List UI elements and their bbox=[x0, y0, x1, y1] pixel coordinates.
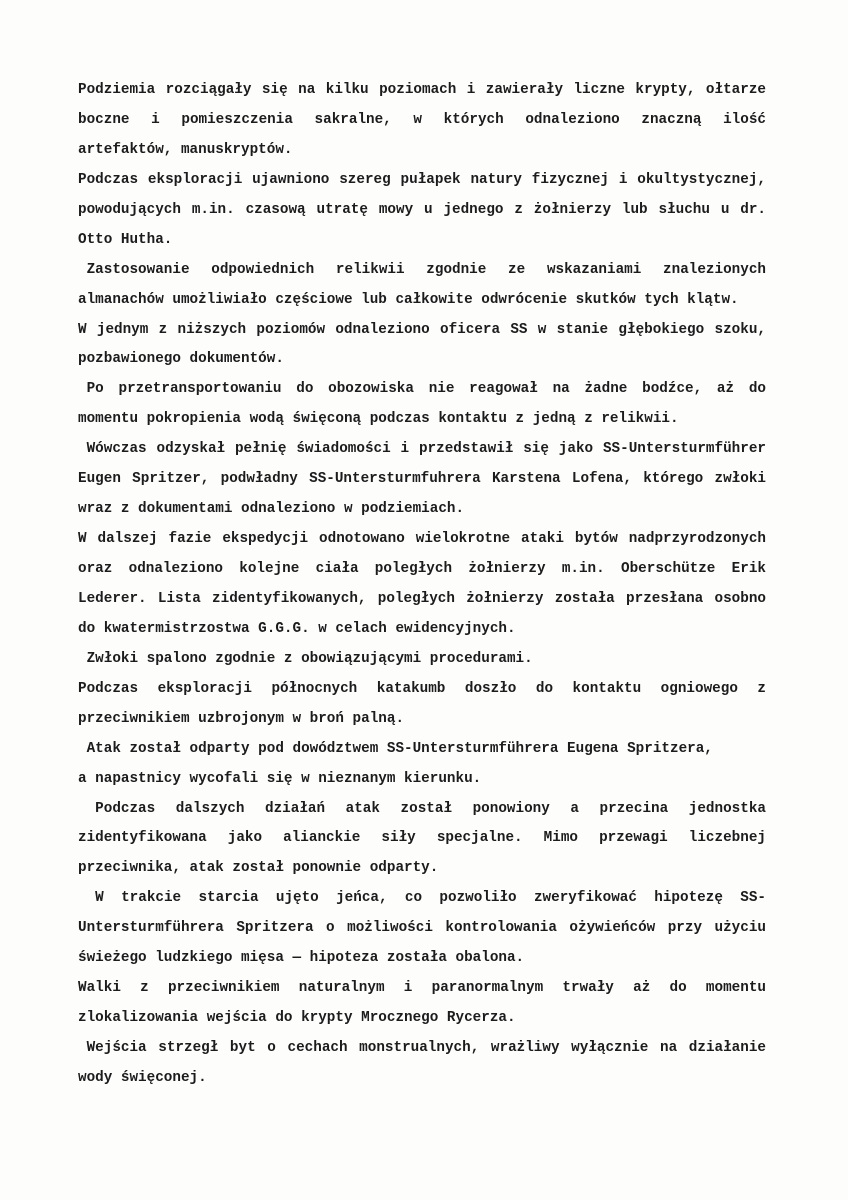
text-line: W trakcie starcia ujęto jeńca, co pozwoliło zweryfikować hipotezę SS- bbox=[95, 890, 766, 907]
text-line: Podczas eksploracji ujawniono szereg pułapek natury fizycznej i okultystycznej, bbox=[78, 171, 766, 188]
text-line: Walki z przeciwnikiem naturalnym i paranormalnym trwały aż do momentu bbox=[78, 980, 766, 997]
text-line: przeciwnikiem uzbrojonym w broń palną. bbox=[78, 710, 405, 727]
text-line: momentu pokropienia wodą święconą podczas kontaktu z jedną z relikwii. bbox=[78, 411, 679, 428]
text-line: W jednym z niższych poziomów odnaleziono oficera SS w stanie głębokiego szoku, bbox=[78, 321, 766, 338]
text-line: wody święconej. bbox=[78, 1069, 207, 1086]
text-line: artefaktów, manuskryptów. bbox=[78, 141, 293, 158]
text-line: wraz z dokumentami odnaleziono w podziemiach. bbox=[78, 501, 465, 518]
text-line: W dalszej fazie ekspedycji odnotowano wielokrotne ataki bytów nadprzyrodzonych bbox=[78, 531, 766, 548]
text-line: a napastnicy wycofali się w nieznanym kierunku. bbox=[78, 770, 482, 787]
text-line: przeciwnika, atak został ponownie odparty. bbox=[78, 860, 439, 877]
text-line: Podziemia rozciągały się na kilku poziomach i zawierały liczne krypty, ołtarze bbox=[78, 82, 766, 98]
text-line: Atak został odparty pod dowództwem SS-Untersturmführera Eugena Spritzera, bbox=[86, 740, 713, 757]
text-line: powodujących m.in. czasową utratę mowy u jednego z żołnierzy lub słuchu u dr. bbox=[78, 201, 766, 218]
text-line: boczne i pomieszczenia sakralne, w których odnaleziono znaczną ilość bbox=[78, 111, 766, 128]
text-line: almanachów umożliwiało częściowe lub całkowite odwrócenie skutków tych klątw. bbox=[78, 291, 739, 308]
text-line: Lederer. Lista zidentyfikowanych, poległych żołnierzy została przesłana osobno bbox=[78, 590, 766, 607]
text-line: Po przetransportowaniu do obozowiska nie reagował na żadne bodźce, aż do bbox=[86, 381, 766, 398]
text-line: Wejścia strzegł byt o cechach monstrualnych, wrażliwy wyłącznie na działanie bbox=[86, 1040, 766, 1056]
text-line: Eugen Spritzer, podwładny SS-Untersturmfuhrera Karstena Lofena, którego zwłoki bbox=[78, 471, 766, 488]
text-line: Otto Hutha. bbox=[78, 231, 173, 248]
text-line: Untersturmführera Spritzera o możliwości kontrolowania ożywieńców przy użyciu bbox=[78, 920, 766, 937]
text-line: zidentyfikowana jako alianckie siły specjalne. Mimo przewagi liczebnej bbox=[78, 830, 766, 847]
text-line: Podczas dalszych działań atak został ponowiony a przecina jednostka bbox=[95, 800, 766, 817]
text-line: Zwłoki spalono zgodnie z obowiązującymi procedurami. bbox=[86, 650, 533, 667]
text-line: do kwatermistrzostwa G.G.G. w celach ewidencyjnych. bbox=[78, 620, 516, 637]
text-line: zlokalizowania wejścia do krypty Mrocznego Rycerza. bbox=[78, 1010, 516, 1027]
text-line: Podczas eksploracji północnych katakumb doszło do kontaktu ogniowego z bbox=[78, 680, 766, 697]
text-line: Zastosowanie odpowiednich relikwii zgodnie ze wskazaniami znalezionych bbox=[86, 261, 766, 278]
document-text-block bbox=[78, 76, 766, 1094]
text-line: oraz odnaleziono kolejne ciała poległych żołnierzy m.in. Oberschütze Erik bbox=[78, 561, 766, 577]
text-line: pozbawionego dokumentów. bbox=[78, 351, 284, 368]
text-line: Wówczas odzyskał pełnię świadomości i przedstawił się jako SS-Untersturmführer bbox=[86, 441, 766, 458]
text-line: świeżego ludzkiego mięsa — hipoteza została obalona. bbox=[78, 950, 525, 967]
